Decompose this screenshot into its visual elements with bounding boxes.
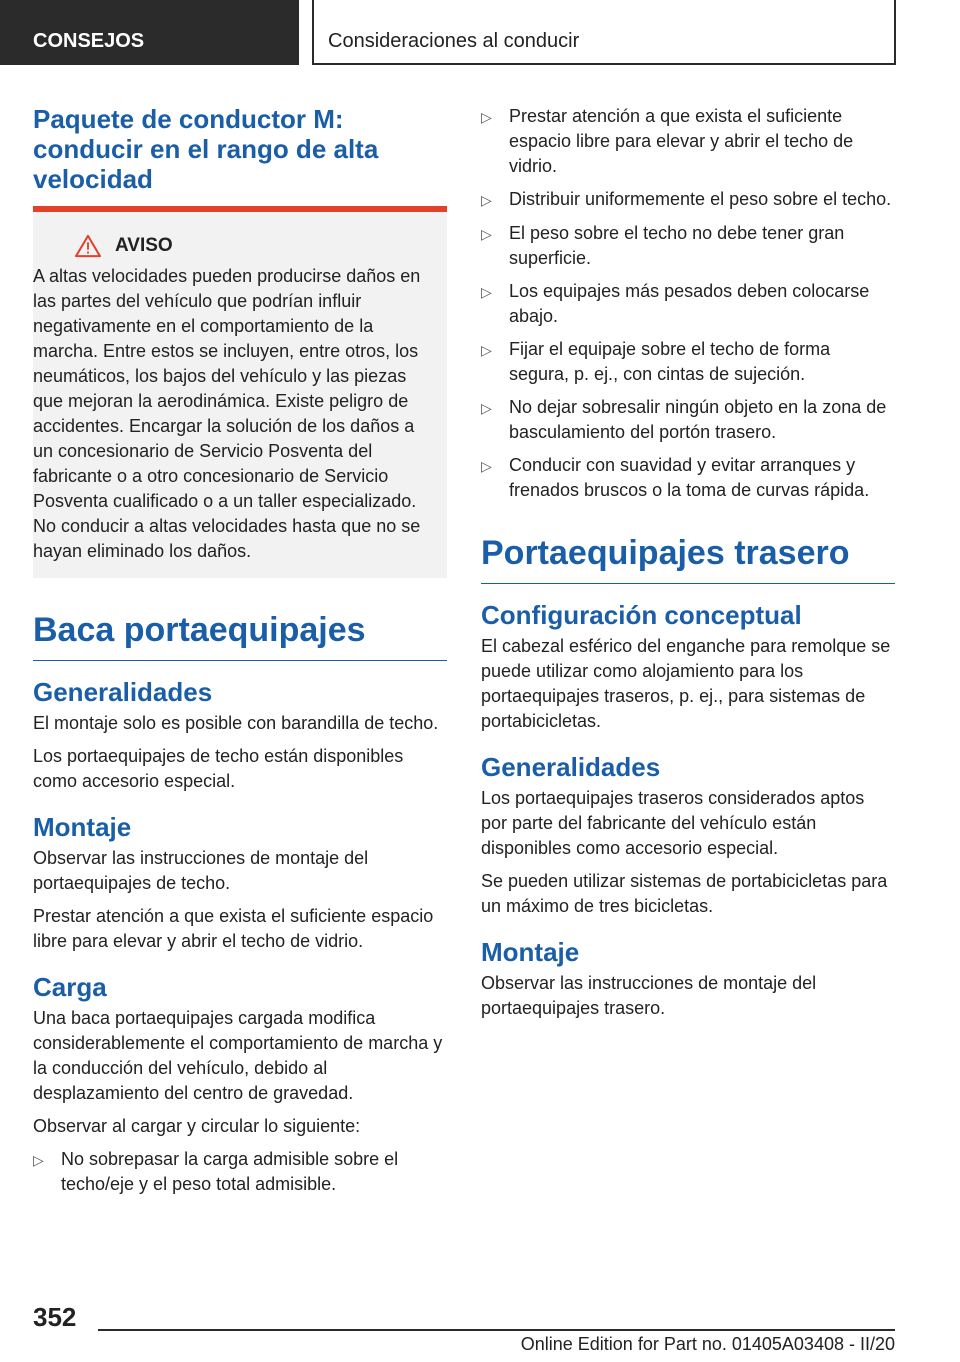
triangle-right-icon: ▷ bbox=[481, 109, 492, 125]
chapter-title: Consideraciones al conducir bbox=[328, 30, 580, 52]
paragraph: Los portaequipajes traseros considerados aptos por parte del fabricante del vehículo están disponibles como accesorio especial. bbox=[481, 788, 865, 858]
heading-general: Generalidades bbox=[33, 677, 213, 707]
warning-text: A altas velocidades pueden producirse daños en las partes del vehículo que podrían influir negativamente en el comportamiento de la marcha. Entre estos se incluyen, entre otros, los neumáticos, los bajos del vehículo y las piezas que mejoran la aerodinámica. Existe peligro de accidentes. Encargar la solución de los daños a un concesionario de Servicio Posventa del fabricante o a otro concesionario de Servicio Posventa cualificado o a un taller especializado. No conducir a altas velocidades hasta que no se hayan eliminado los daños. bbox=[33, 266, 421, 561]
triangle-right-icon: ▷ bbox=[481, 342, 492, 358]
heading-load: Carga bbox=[33, 972, 107, 1002]
footer-divider bbox=[98, 1329, 895, 1331]
load-list bbox=[33, 1147, 447, 1197]
list-item: ▷ Conducir con suavidad y evitar arranques y frenados bruscos o la toma de curvas rápida. bbox=[481, 453, 895, 503]
list-item: ▷ Fijar el equipaje sobre el techo de forma segura, p. ej., con cintas de sujeción. bbox=[481, 337, 895, 387]
left-column bbox=[33, 104, 447, 1205]
paragraph: Observar al cargar y circular lo siguiente: bbox=[33, 1116, 361, 1136]
right-column bbox=[481, 104, 895, 1029]
paragraph: El montaje solo es posible con barandilla de techo. bbox=[33, 713, 439, 733]
section-label: CONSEJOS bbox=[33, 30, 145, 52]
list-item: ▷ No dejar sobresalir ningún objeto en la zona de basculamiento del portón trasero. bbox=[481, 395, 895, 445]
warning-triangle-icon bbox=[73, 234, 103, 258]
section-heading-rear-carrier: Portaequipajes trasero bbox=[481, 533, 895, 584]
triangle-right-icon: ▷ bbox=[481, 400, 492, 416]
page-number: 352 bbox=[33, 1302, 77, 1332]
list-item: ▷ Prestar atención a que exista el suficiente espacio libre para elevar y abrir el techo de vidrio. bbox=[481, 104, 895, 179]
heading-mount: Montaje bbox=[33, 812, 132, 842]
paragraph: Los portaequipajes de techo están disponibles como accesorio especial. bbox=[33, 746, 404, 791]
heading-concept: Configuración conceptual bbox=[481, 600, 802, 630]
triangle-right-icon: ▷ bbox=[481, 284, 492, 300]
heading-mount: Montaje bbox=[481, 937, 580, 967]
paragraph: Una baca portaequipajes cargada modifica considerablemente el comportamiento de marcha y la conducción del vehículo, debido al desplazamiento del centro de gravedad. bbox=[33, 1008, 443, 1103]
warning-header bbox=[33, 234, 437, 258]
paragraph: El cabezal esférico del enganche para remolque se puede utilizar como alojamiento para los portaequipajes traseros, p. ej., para sistemas de portabicicletas. bbox=[481, 636, 891, 731]
section-tab bbox=[0, 0, 299, 65]
triangle-right-icon: ▷ bbox=[481, 192, 492, 208]
triangle-right-icon: ▷ bbox=[481, 458, 492, 474]
edition-note: Online Edition for Part no. 01405A03408 - II/20 bbox=[520, 1334, 895, 1354]
section-heading-roof-rack: Baca portaequipajes bbox=[33, 610, 447, 661]
warning-box bbox=[33, 206, 447, 578]
list-item: ▷ No sobrepasar la carga admisible sobre el techo/eje y el peso total admisible. bbox=[33, 1147, 447, 1197]
list-item: ▷ Distribuir uniformemente el peso sobre el techo. bbox=[481, 187, 895, 213]
heading-general: Generalidades bbox=[481, 752, 661, 782]
paragraph: Se pueden utilizar sistemas de portabicicletas para un máximo de tres bicicletas. bbox=[481, 871, 888, 916]
triangle-right-icon: ▷ bbox=[33, 1152, 44, 1168]
paragraph: Observar las instrucciones de montaje del portaequipajes trasero. bbox=[481, 973, 817, 1018]
list-item: ▷ El peso sobre el techo no debe tener gran superficie. bbox=[481, 221, 895, 271]
topic-title: Paquete de conductor M: conducir en el rango de alta velocidad bbox=[33, 104, 379, 194]
chapter-title-box bbox=[312, 0, 896, 65]
list-item: ▷ Los equipajes más pesados deben colocarse abajo. bbox=[481, 279, 895, 329]
paragraph: Observar las instrucciones de montaje del portaequipajes de techo. bbox=[33, 848, 369, 893]
load-list-continued bbox=[481, 104, 895, 503]
paragraph: Prestar atención a que exista el suficiente espacio libre para elevar y abrir el techo de vidrio. bbox=[33, 906, 434, 951]
warning-label: AVISO bbox=[115, 235, 173, 256]
triangle-right-icon: ▷ bbox=[481, 226, 492, 242]
